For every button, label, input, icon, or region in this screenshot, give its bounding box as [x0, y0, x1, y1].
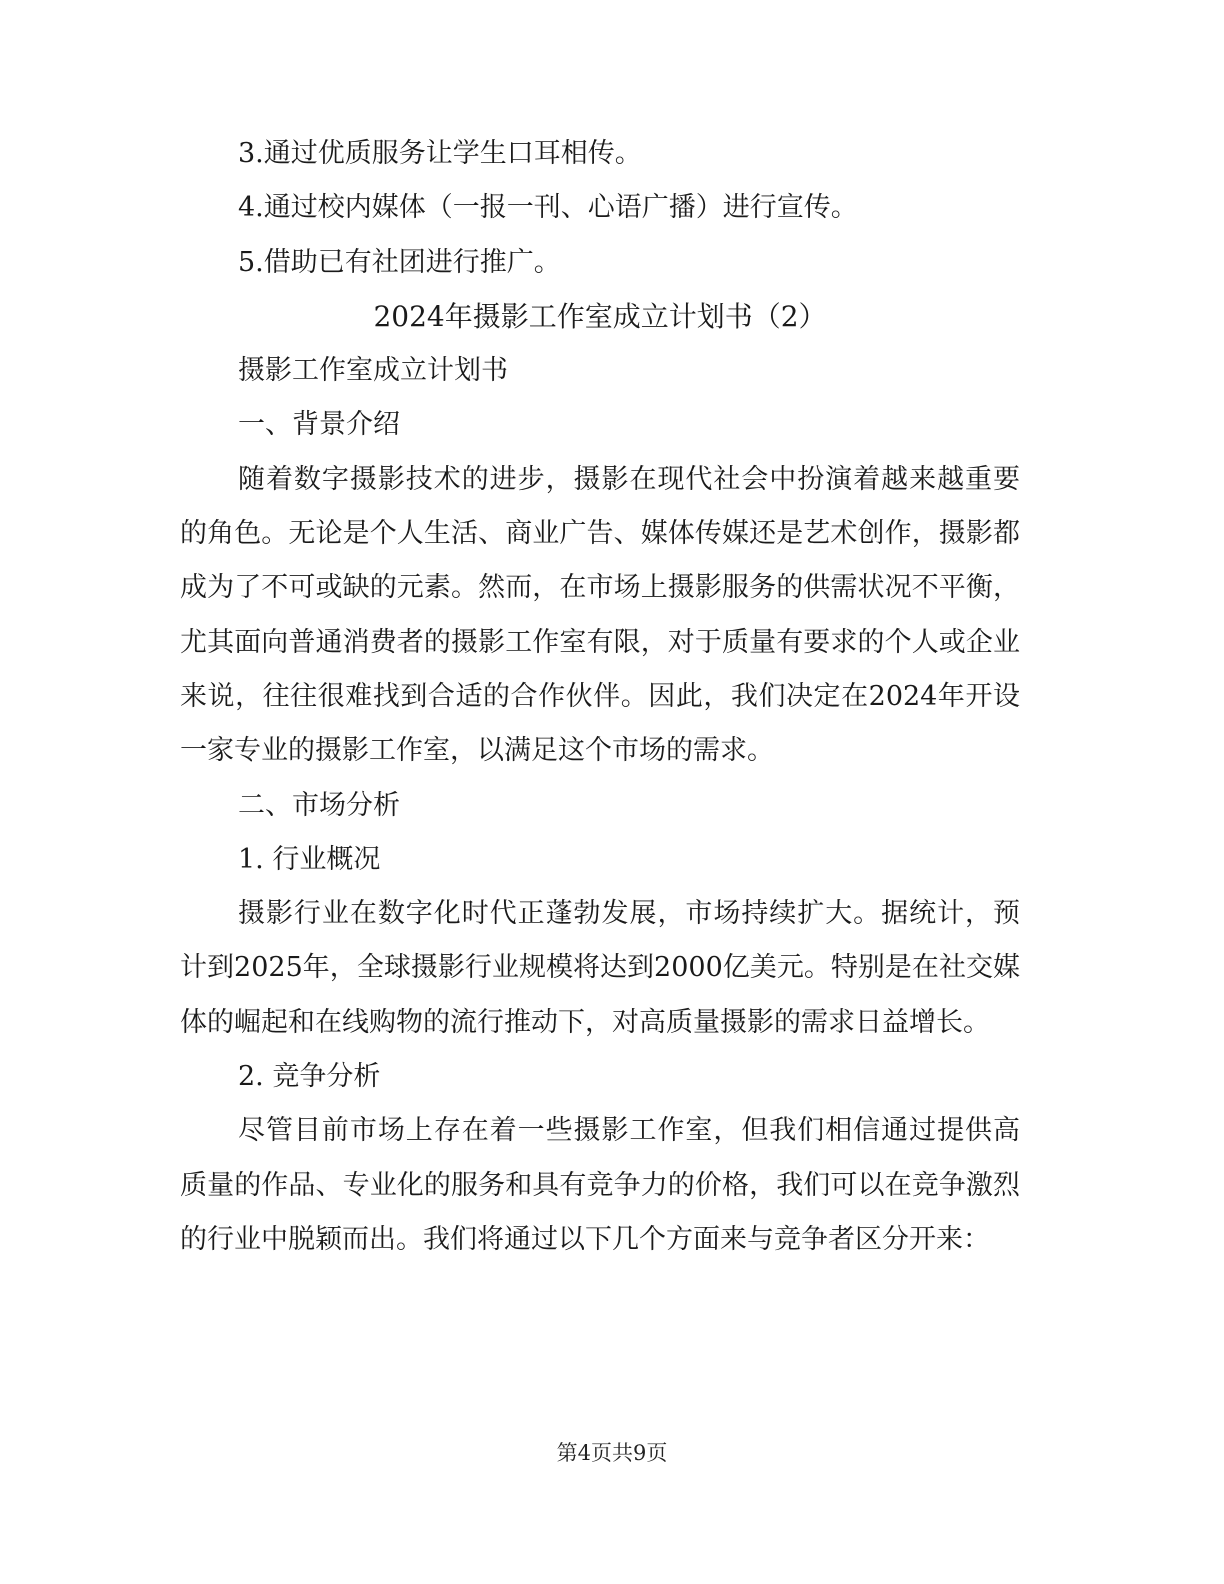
paragraph-industry-overview: 摄影行业在数字化时代正蓬勃发展，市场持续扩大。据统计，预计到2025年，全球摄影行业规模将达到2000亿美元。特别是在社交媒体的崛起和在线购物的流行推动下，对高质量摄影的需求日益增长。	[180, 898, 1020, 1038]
heading-market-analysis: 二、市场分析	[238, 789, 400, 821]
list-item-3: 3.通过优质服务让学生口耳相传。	[238, 138, 642, 169]
heading-background: 一、背景介绍	[238, 409, 400, 441]
subheading-industry-overview: 1. 行业概况	[238, 843, 381, 875]
list-item-4: 4.通过校内媒体（一报一刊、心语广播）进行宣传。	[238, 192, 858, 224]
paragraph-competition: 尽管目前市场上存在着一些摄影工作室，但我们相信通过提供高质量的作品、专业化的服务和具有竞争力的价格，我们可以在竞争激烈的行业中脱颖而出。我们将通过以下几个方面来与竞争者区分开来：	[180, 1115, 1020, 1255]
paragraph-background: 随着数字摄影技术的进步，摄影在现代社会中扮演着越来越重要的角色。无论是个人生活、商业广告、媒体传媒还是艺术创作，摄影都成为了不可或缺的元素。然而，在市场上摄影服务的供需状况不平衡，尤其面向普通消费者的摄影工作室有限，对于质量有要求的个人或企业来说，往往很难找到合适的合作伙伴。因此，我们决定在2024年开设一家专业的摄影工作室，以满足这个市场的需求。	[180, 463, 1020, 767]
section-title: 2024年摄影工作室成立计划书（2）	[373, 299, 827, 333]
subheading-competition: 2. 竞争分析	[238, 1061, 381, 1093]
list-item-5: 5.借助已有社团进行推广。	[238, 246, 561, 278]
document-body	[180, 127, 1020, 1267]
doc-heading: 摄影工作室成立计划书	[238, 355, 508, 387]
page-number-footer: 第4页共9页	[556, 1441, 668, 1465]
